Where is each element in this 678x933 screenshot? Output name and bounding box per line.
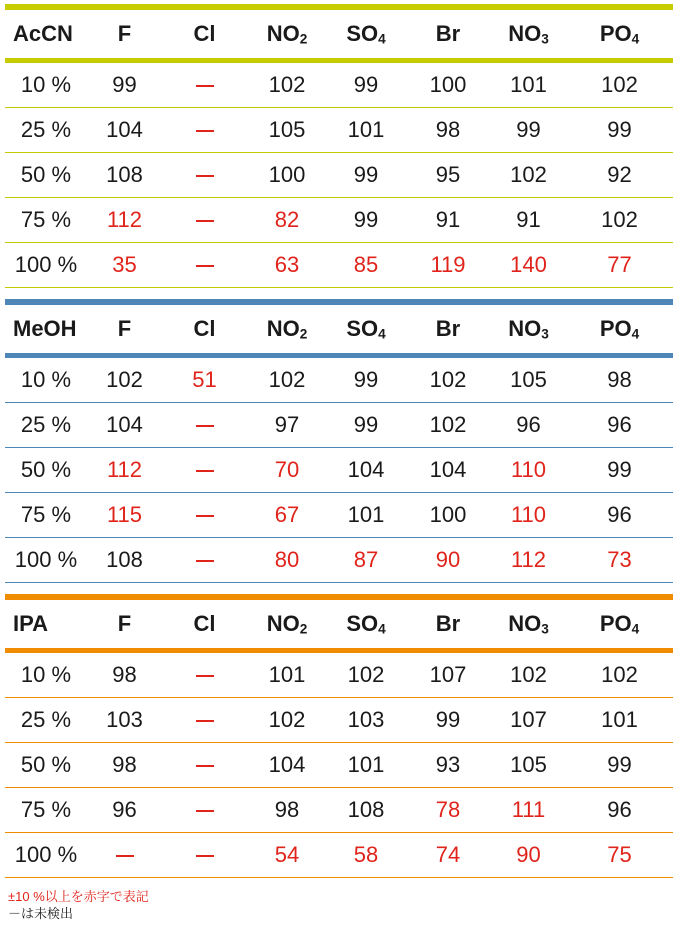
table-row <box>5 243 673 288</box>
value-cell <box>162 502 247 528</box>
value-cell <box>162 412 247 438</box>
not-detected-dash <box>196 175 214 177</box>
value-cell: 105 <box>510 752 547 777</box>
table-meoh <box>5 299 673 583</box>
not-detected-dash <box>196 765 214 767</box>
value-cell: 99 <box>353 162 379 187</box>
not-detected-dash <box>196 425 214 427</box>
value-cell: 99 <box>353 367 379 392</box>
value-cell: 100 <box>429 72 467 97</box>
concentration-cell: 25 % <box>20 412 72 437</box>
column-header-no3: $NO_3$ <box>508 611 549 637</box>
value-cell: 104 <box>268 752 306 777</box>
concentration-cell: 10 % <box>20 72 72 97</box>
table-row <box>5 358 673 403</box>
value-cell: 140 <box>510 252 547 277</box>
value-cell: 99 <box>353 412 379 437</box>
column-header-po4: $PO_4$ <box>599 611 640 637</box>
value-cell: 102 <box>268 72 306 97</box>
concentration-cell: 75 % <box>20 502 72 527</box>
value-cell <box>162 117 247 143</box>
column-header-no2: $NO_2$ <box>266 21 308 47</box>
value-cell: 35 <box>112 252 137 277</box>
value-cell: 96 <box>607 502 632 527</box>
value-cell: 107 <box>510 707 547 732</box>
column-header-so4: $SO_4$ <box>346 611 386 637</box>
value-cell: 102 <box>510 662 547 687</box>
value-cell: 99 <box>353 72 379 97</box>
value-cell <box>162 662 247 688</box>
value-cell: 115 <box>106 502 143 527</box>
column-header-no2: $NO_2$ <box>266 611 308 637</box>
value-cell: 92 <box>607 162 632 187</box>
value-cell: 102 <box>601 72 638 97</box>
value-cell: 102 <box>268 367 306 392</box>
value-cell: 75 <box>607 842 632 867</box>
not-detected-dash <box>196 855 214 857</box>
value-cell <box>162 797 247 823</box>
value-cell: 82 <box>274 207 300 232</box>
value-cell: 101 <box>347 502 385 527</box>
value-cell: 104 <box>106 117 143 142</box>
value-cell: 103 <box>347 707 385 732</box>
value-cell <box>162 162 247 188</box>
column-header-f: F <box>117 611 132 636</box>
value-cell: 85 <box>353 252 379 277</box>
value-cell: 100 <box>268 162 306 187</box>
value-cell: 96 <box>607 797 632 822</box>
concentration-cell: 10 % <box>20 367 72 392</box>
red-highlight-note: ±10 %以上を赤字で表記 <box>8 889 149 904</box>
table-row <box>5 833 673 878</box>
value-cell: 107 <box>429 662 467 687</box>
not-detected-dash <box>196 810 214 812</box>
table-header <box>5 600 673 653</box>
column-header-no3: $NO_3$ <box>508 21 549 47</box>
value-cell: 99 <box>607 457 632 482</box>
value-cell: 105 <box>510 367 547 392</box>
table-accn <box>5 4 673 288</box>
not-detected-dash <box>196 265 214 267</box>
solvent-label: MeOH <box>13 316 77 341</box>
value-cell: 70 <box>274 457 300 482</box>
value-cell: 78 <box>435 797 461 822</box>
not-detected-dash <box>196 560 214 562</box>
solvent-label: AcCN <box>13 21 73 46</box>
value-cell <box>87 842 162 868</box>
value-cell: 101 <box>347 117 385 142</box>
not-detected-note: －は未検出 <box>8 906 74 921</box>
not-detected-dash <box>196 675 214 677</box>
table-row <box>5 153 673 198</box>
value-cell: 101 <box>268 662 306 687</box>
value-cell: 100 <box>429 502 467 527</box>
value-cell: 99 <box>516 117 541 142</box>
value-cell <box>162 72 247 98</box>
value-cell: 77 <box>607 252 632 277</box>
table-row <box>5 63 673 108</box>
value-cell: 87 <box>353 547 379 572</box>
concentration-cell: 25 % <box>20 117 72 142</box>
value-cell: 101 <box>347 752 385 777</box>
table-row <box>5 538 673 583</box>
value-cell: 58 <box>353 842 379 867</box>
concentration-cell: 50 % <box>20 162 72 187</box>
table-row <box>5 108 673 153</box>
table-header <box>5 305 673 358</box>
value-cell: 102 <box>268 707 306 732</box>
column-header-no2: $NO_2$ <box>266 316 308 342</box>
value-cell: 98 <box>274 797 300 822</box>
value-cell: 110 <box>510 457 547 482</box>
value-cell: 108 <box>106 547 143 572</box>
concentration-cell: 10 % <box>20 662 72 687</box>
value-cell: 102 <box>601 662 638 687</box>
not-detected-dash <box>196 515 214 517</box>
value-cell: 102 <box>347 662 385 687</box>
value-cell: 99 <box>353 207 379 232</box>
value-cell: 103 <box>106 707 143 732</box>
table-row <box>5 448 673 493</box>
value-cell: 93 <box>435 752 461 777</box>
table-row <box>5 198 673 243</box>
value-cell: 112 <box>510 547 547 572</box>
concentration-cell: 50 % <box>20 752 72 777</box>
solvent-label: IPA <box>13 611 49 636</box>
value-cell: 112 <box>106 457 143 482</box>
value-cell: 73 <box>607 547 632 572</box>
column-header-so4: $SO_4$ <box>346 21 386 47</box>
value-cell: 102 <box>106 367 143 392</box>
concentration-cell: 100 % <box>14 252 78 277</box>
not-detected-dash <box>196 130 214 132</box>
value-cell: 90 <box>435 547 461 572</box>
value-cell: 98 <box>435 117 461 142</box>
value-cell <box>162 252 247 278</box>
column-header-f: F <box>117 316 132 341</box>
value-cell: 108 <box>347 797 385 822</box>
column-header-cl: Cl <box>193 21 216 46</box>
value-cell: 119 <box>430 252 466 277</box>
value-cell: 90 <box>516 842 541 867</box>
concentration-cell: 75 % <box>20 797 72 822</box>
value-cell: 101 <box>510 72 547 97</box>
value-cell: 104 <box>429 457 467 482</box>
value-cell: 97 <box>274 412 300 437</box>
column-header-cl: Cl <box>193 316 216 341</box>
value-cell: 96 <box>516 412 541 437</box>
table-row <box>5 493 673 538</box>
table-row <box>5 403 673 448</box>
value-cell: 102 <box>601 207 638 232</box>
column-header-br: Br <box>435 21 461 46</box>
column-header-br: Br <box>435 316 461 341</box>
value-cell: 99 <box>435 707 461 732</box>
value-cell: 80 <box>274 547 300 572</box>
value-cell: 96 <box>607 412 632 437</box>
table-row <box>5 698 673 743</box>
value-cell: 102 <box>510 162 547 187</box>
value-cell: 54 <box>274 842 300 867</box>
table-row <box>5 788 673 833</box>
value-cell: 67 <box>274 502 300 527</box>
value-cell: 112 <box>106 207 143 232</box>
value-cell: 99 <box>112 72 137 97</box>
value-cell: 98 <box>112 662 137 687</box>
value-cell: 111 <box>511 797 546 822</box>
table-row <box>5 653 673 698</box>
value-cell: 51 <box>192 367 217 392</box>
concentration-cell: 25 % <box>20 707 72 732</box>
value-cell: 96 <box>112 797 137 822</box>
column-header-so4: $SO_4$ <box>346 316 386 342</box>
value-cell: 105 <box>268 117 306 142</box>
value-cell: 99 <box>607 752 632 777</box>
not-detected-dash <box>196 85 214 87</box>
value-cell <box>162 707 247 733</box>
value-cell: 63 <box>274 252 300 277</box>
value-cell: 104 <box>347 457 385 482</box>
column-header-cl: Cl <box>193 611 216 636</box>
table-row <box>5 743 673 788</box>
concentration-cell: 100 % <box>14 842 78 867</box>
not-detected-dash <box>196 470 214 472</box>
concentration-cell: 75 % <box>20 207 72 232</box>
value-cell <box>162 207 247 233</box>
value-cell: 91 <box>435 207 461 232</box>
value-cell <box>162 547 247 573</box>
value-cell: 74 <box>435 842 461 867</box>
concentration-cell: 50 % <box>20 457 72 482</box>
table-ipa <box>5 594 673 878</box>
not-detected-dash <box>196 720 214 722</box>
value-cell: 98 <box>112 752 137 777</box>
column-header-br: Br <box>435 611 461 636</box>
value-cell: 98 <box>607 367 632 392</box>
table-header <box>5 10 673 63</box>
column-header-no3: $NO_3$ <box>508 316 549 342</box>
value-cell: 108 <box>106 162 143 187</box>
not-detected-dash <box>196 220 214 222</box>
value-cell: 101 <box>601 707 638 732</box>
value-cell: 102 <box>429 367 467 392</box>
value-cell: 99 <box>607 117 632 142</box>
value-cell: 91 <box>516 207 541 232</box>
value-cell <box>162 752 247 778</box>
value-cell: 110 <box>510 502 547 527</box>
column-header-po4: $PO_4$ <box>599 21 640 47</box>
value-cell: 95 <box>435 162 461 187</box>
column-header-po4: $PO_4$ <box>599 316 640 342</box>
value-cell <box>162 457 247 483</box>
column-header-f: F <box>117 21 132 46</box>
value-cell: 102 <box>429 412 467 437</box>
not-detected-dash <box>116 855 134 857</box>
concentration-cell: 100 % <box>14 547 78 572</box>
value-cell <box>162 842 247 868</box>
value-cell: 104 <box>106 412 143 437</box>
